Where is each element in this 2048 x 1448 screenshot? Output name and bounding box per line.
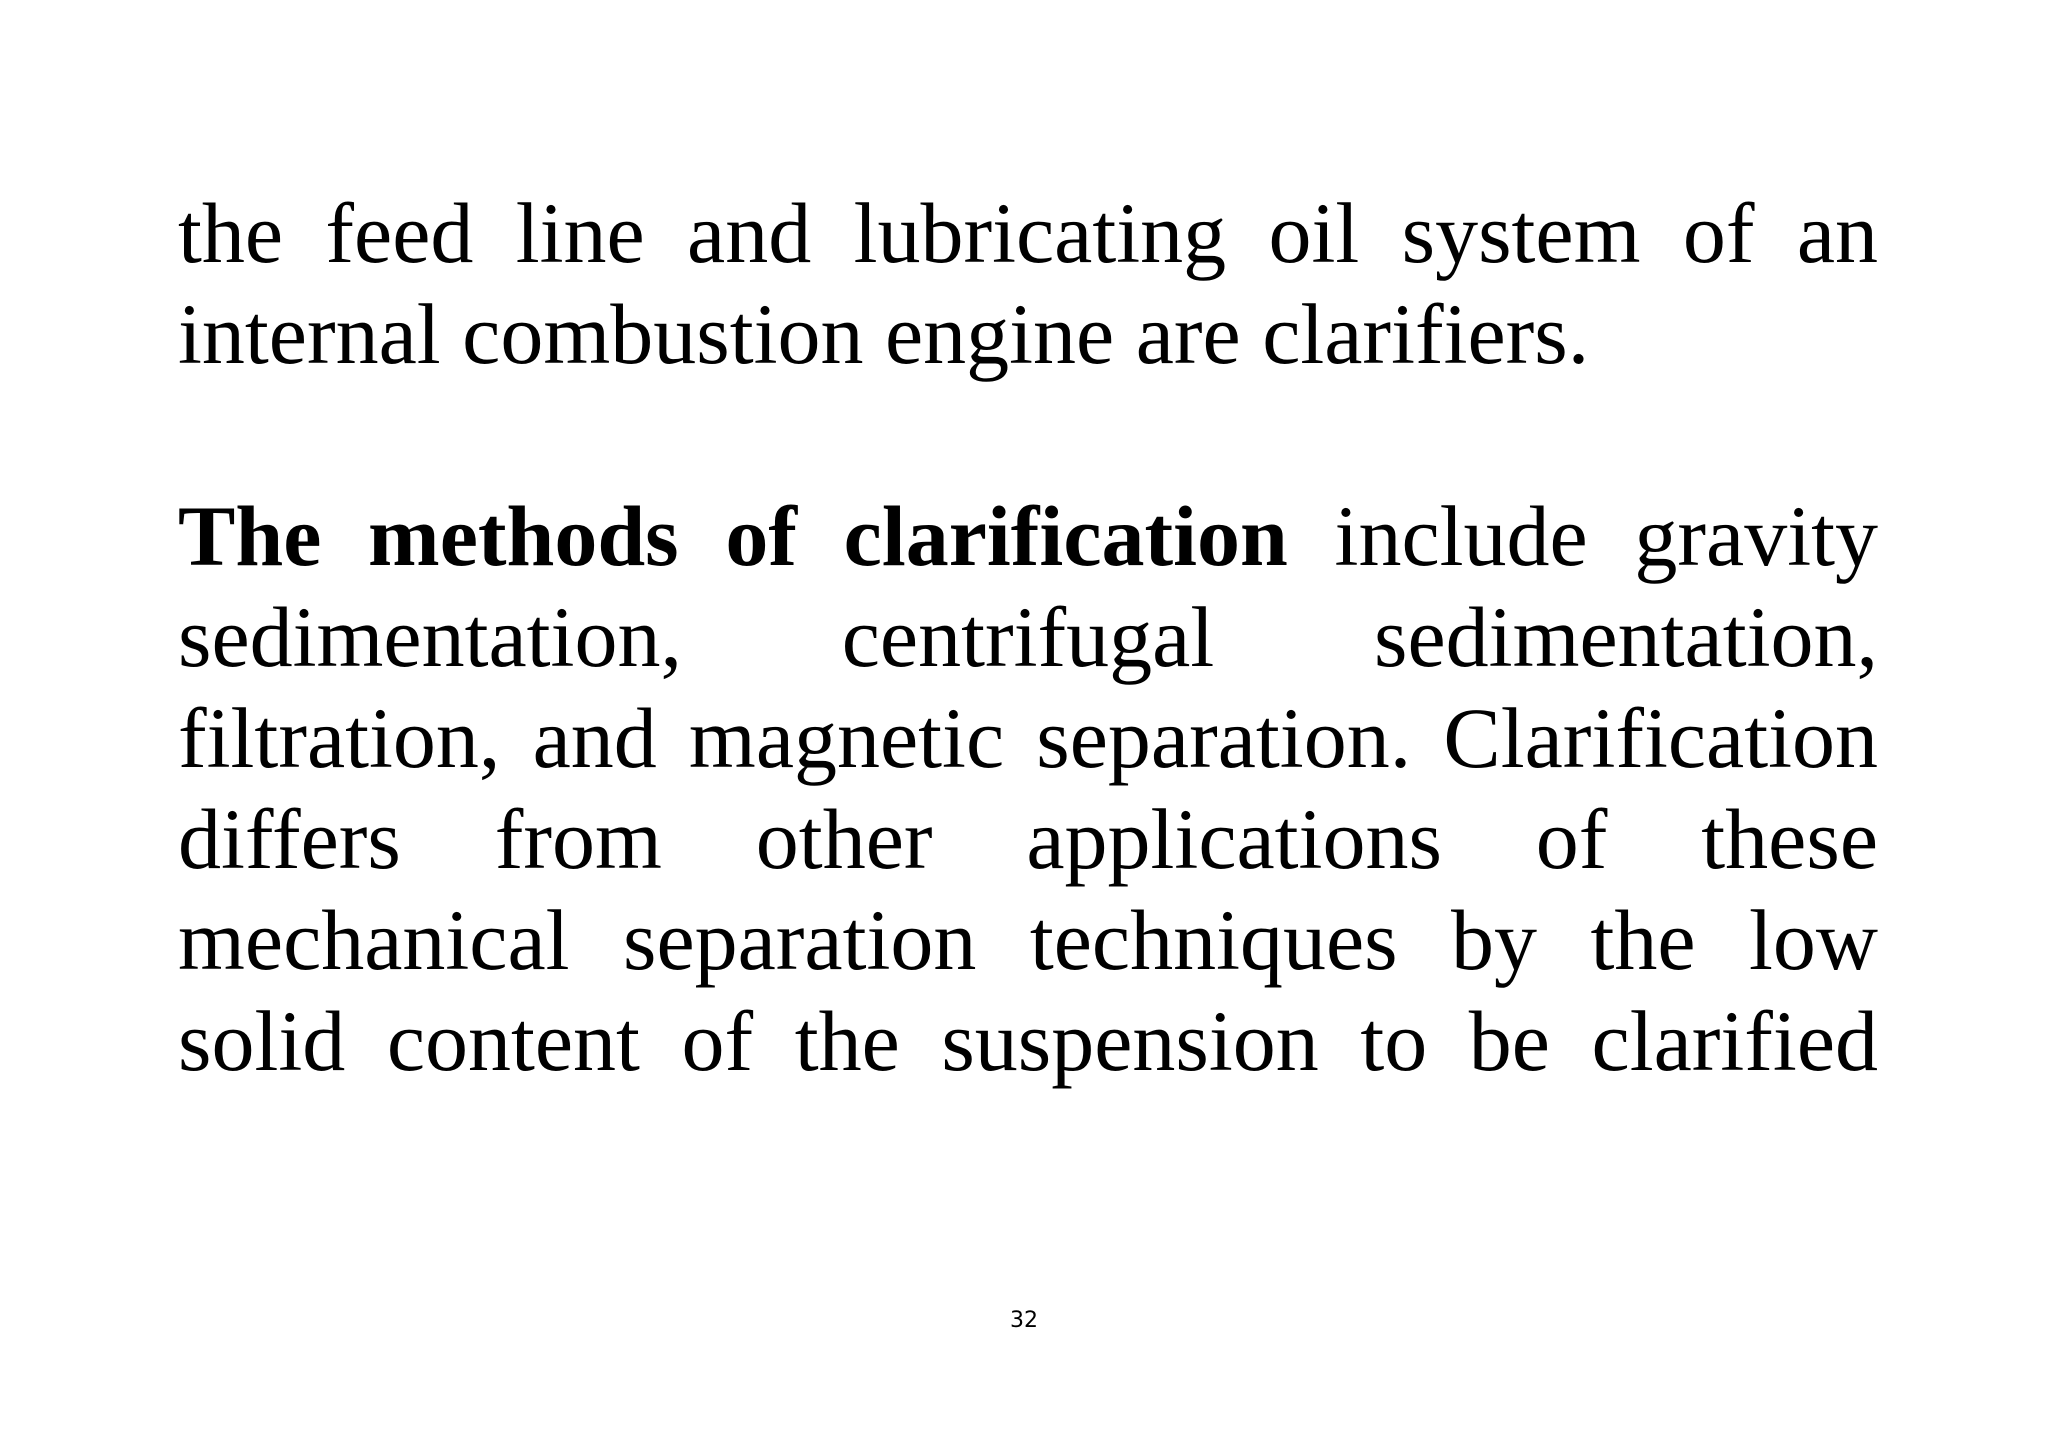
text-line: sedimentation, centrifugal sedimentation, [178, 589, 1878, 685]
text-line: differs from other applications of these [178, 791, 1878, 887]
text-line: filtration, and magnetic separation. Clarification [178, 690, 1878, 786]
text-line: solid content of the suspension to be clarified [178, 993, 1878, 1089]
text-line-with-heading [178, 486, 1878, 587]
text-line: the feed line and lubricating oil system of an [178, 185, 1878, 281]
bold-lead-phrase: The methods of clarification [178, 488, 1288, 584]
paragraph-clarification-methods [178, 486, 1878, 1092]
text-fragment: include gravity [1287, 488, 1878, 584]
text-line: internal combustion engine are clarifiers. [178, 286, 1590, 382]
page-number: 32 [1010, 1308, 1038, 1333]
text-line: mechanical separation techniques by the low [178, 892, 1878, 988]
paragraph-continuation [178, 183, 1878, 385]
